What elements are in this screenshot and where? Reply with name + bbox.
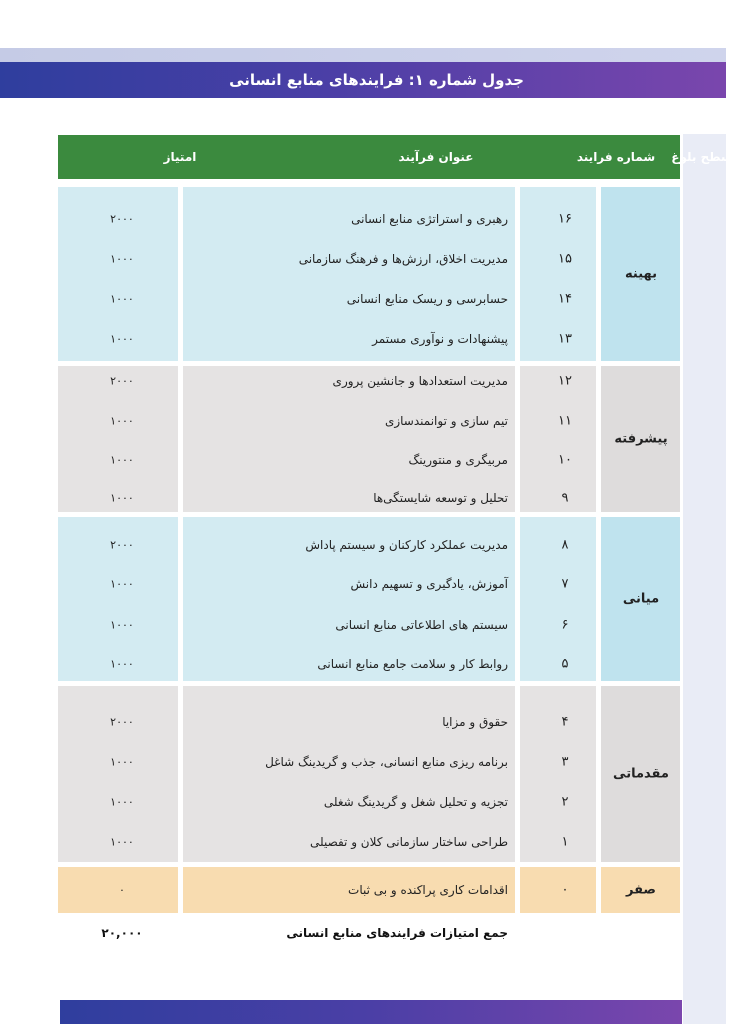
process-number: ۱۵ bbox=[558, 251, 572, 267]
process-number: ۱۴ bbox=[558, 291, 572, 307]
total-label: جمع امتیازات فرایندهای منابع انسانی bbox=[286, 926, 508, 940]
maturity-level-label: پیشرفته bbox=[614, 431, 668, 447]
process-title: حقوق و مزایا bbox=[442, 715, 508, 729]
process-number: ۰ bbox=[561, 882, 569, 898]
score-cell bbox=[58, 867, 178, 913]
process-score: ۱۰۰۰ bbox=[110, 755, 134, 769]
process-title: مدیریت اخلاق، ارزش‌ها و فرهنگ سازمانی bbox=[298, 252, 508, 266]
header-process: عنوان فرآیند bbox=[398, 150, 474, 164]
number-cell bbox=[520, 517, 596, 681]
process-score: ۱۰۰۰ bbox=[110, 835, 134, 849]
number-cell bbox=[520, 867, 596, 913]
process-title: برنامه ریزی منابع انسانی، جذب و گریدینگ شاغل bbox=[265, 755, 508, 769]
process-title: اقدامات کاری پراکنده و بی ثبات bbox=[348, 883, 508, 897]
process-title: آموزش، یادگیری و تسهیم دانش bbox=[350, 577, 508, 591]
process-score: ۱۰۰۰ bbox=[110, 491, 134, 505]
process-title: مربیگری و منتورینگ bbox=[408, 453, 508, 467]
process-score: ۰ bbox=[119, 883, 125, 897]
process-number: ۲ bbox=[561, 794, 569, 810]
maturity-level-label: مقدماتی bbox=[613, 766, 669, 782]
process-score: ۱۰۰۰ bbox=[110, 252, 134, 266]
process-title: پیشنهادات و نوآوری مستمر bbox=[372, 332, 508, 346]
number-cell bbox=[520, 686, 596, 862]
process-number: ۴ bbox=[561, 714, 569, 730]
process-title: حسابرسی و ریسک منابع انسانی bbox=[346, 292, 508, 306]
process-number: ۶ bbox=[561, 617, 569, 633]
header-level: سطح بلوغ bbox=[671, 150, 733, 164]
score-cell bbox=[58, 366, 178, 512]
process-score: ۱۰۰۰ bbox=[110, 795, 134, 809]
header-score: امتیاز bbox=[163, 150, 197, 164]
process-score: ۱۰۰۰ bbox=[110, 657, 134, 671]
process-number: ۱۲ bbox=[558, 373, 572, 389]
table-header bbox=[58, 135, 733, 179]
process-score: ۲۰۰۰ bbox=[110, 715, 134, 729]
top-accent-bar bbox=[0, 48, 726, 62]
maturity-level-label: میانی bbox=[622, 591, 660, 607]
process-score: ۱۰۰۰ bbox=[110, 453, 134, 467]
header-number: شماره فرایند bbox=[576, 150, 656, 164]
process-score: ۲۰۰۰ bbox=[110, 374, 134, 388]
title-bar bbox=[0, 62, 726, 98]
process-number: ۷ bbox=[561, 576, 569, 592]
process-score: ۱۰۰۰ bbox=[110, 618, 134, 632]
process-title: طراحی ساختار سازمانی کلان و تفصیلی bbox=[309, 835, 508, 849]
process-score: ۲۰۰۰ bbox=[110, 538, 134, 552]
process-score: ۱۰۰۰ bbox=[110, 292, 134, 306]
bottom-accent-bar bbox=[60, 1000, 682, 1024]
process-number: ۱۱ bbox=[558, 413, 572, 429]
process-number: ۹ bbox=[561, 490, 569, 506]
process-title: تجزیه و تحلیل شغل و گریدینگ شغلی bbox=[323, 795, 508, 809]
total-value: ۲۰,۰۰۰ bbox=[101, 926, 143, 940]
process-title: روابط کار و سلامت جامع منابع انسانی bbox=[317, 657, 508, 671]
maturity-level-label: بهینه bbox=[625, 266, 657, 282]
right-side-strip bbox=[683, 134, 726, 1024]
process-title: رهبری و استراتژی منابع انسانی bbox=[351, 212, 508, 226]
table-title: جدول شماره ۱: فرایندهای منابع انسانی bbox=[229, 71, 524, 89]
process-score: ۱۰۰۰ bbox=[110, 577, 134, 591]
process-title: تیم سازی و توانمندسازی bbox=[384, 414, 508, 428]
maturity-level-label: صفر bbox=[625, 882, 657, 898]
process-score: ۱۰۰۰ bbox=[110, 414, 134, 428]
process-title: مدیریت استعدادها و جانشین پروری bbox=[332, 374, 508, 388]
process-title: مدیریت عملکرد کارکنان و سیستم پاداش bbox=[305, 538, 508, 552]
process-score: ۱۰۰۰ bbox=[110, 332, 134, 346]
process-number: ۵ bbox=[561, 656, 569, 672]
process-number: ۱۰ bbox=[558, 452, 572, 468]
process-number: ۳ bbox=[561, 754, 569, 770]
process-score: ۲۰۰۰ bbox=[110, 212, 134, 226]
process-number: ۱۳ bbox=[558, 331, 572, 347]
process-number: ۱۶ bbox=[558, 211, 572, 227]
process-title: تحلیل و توسعه شایستگی‌ها bbox=[373, 491, 508, 505]
process-number: ۸ bbox=[561, 537, 569, 553]
process-number: ۱ bbox=[561, 834, 569, 850]
process-title: سیستم های اطلاعاتی منابع انسانی bbox=[335, 618, 508, 632]
